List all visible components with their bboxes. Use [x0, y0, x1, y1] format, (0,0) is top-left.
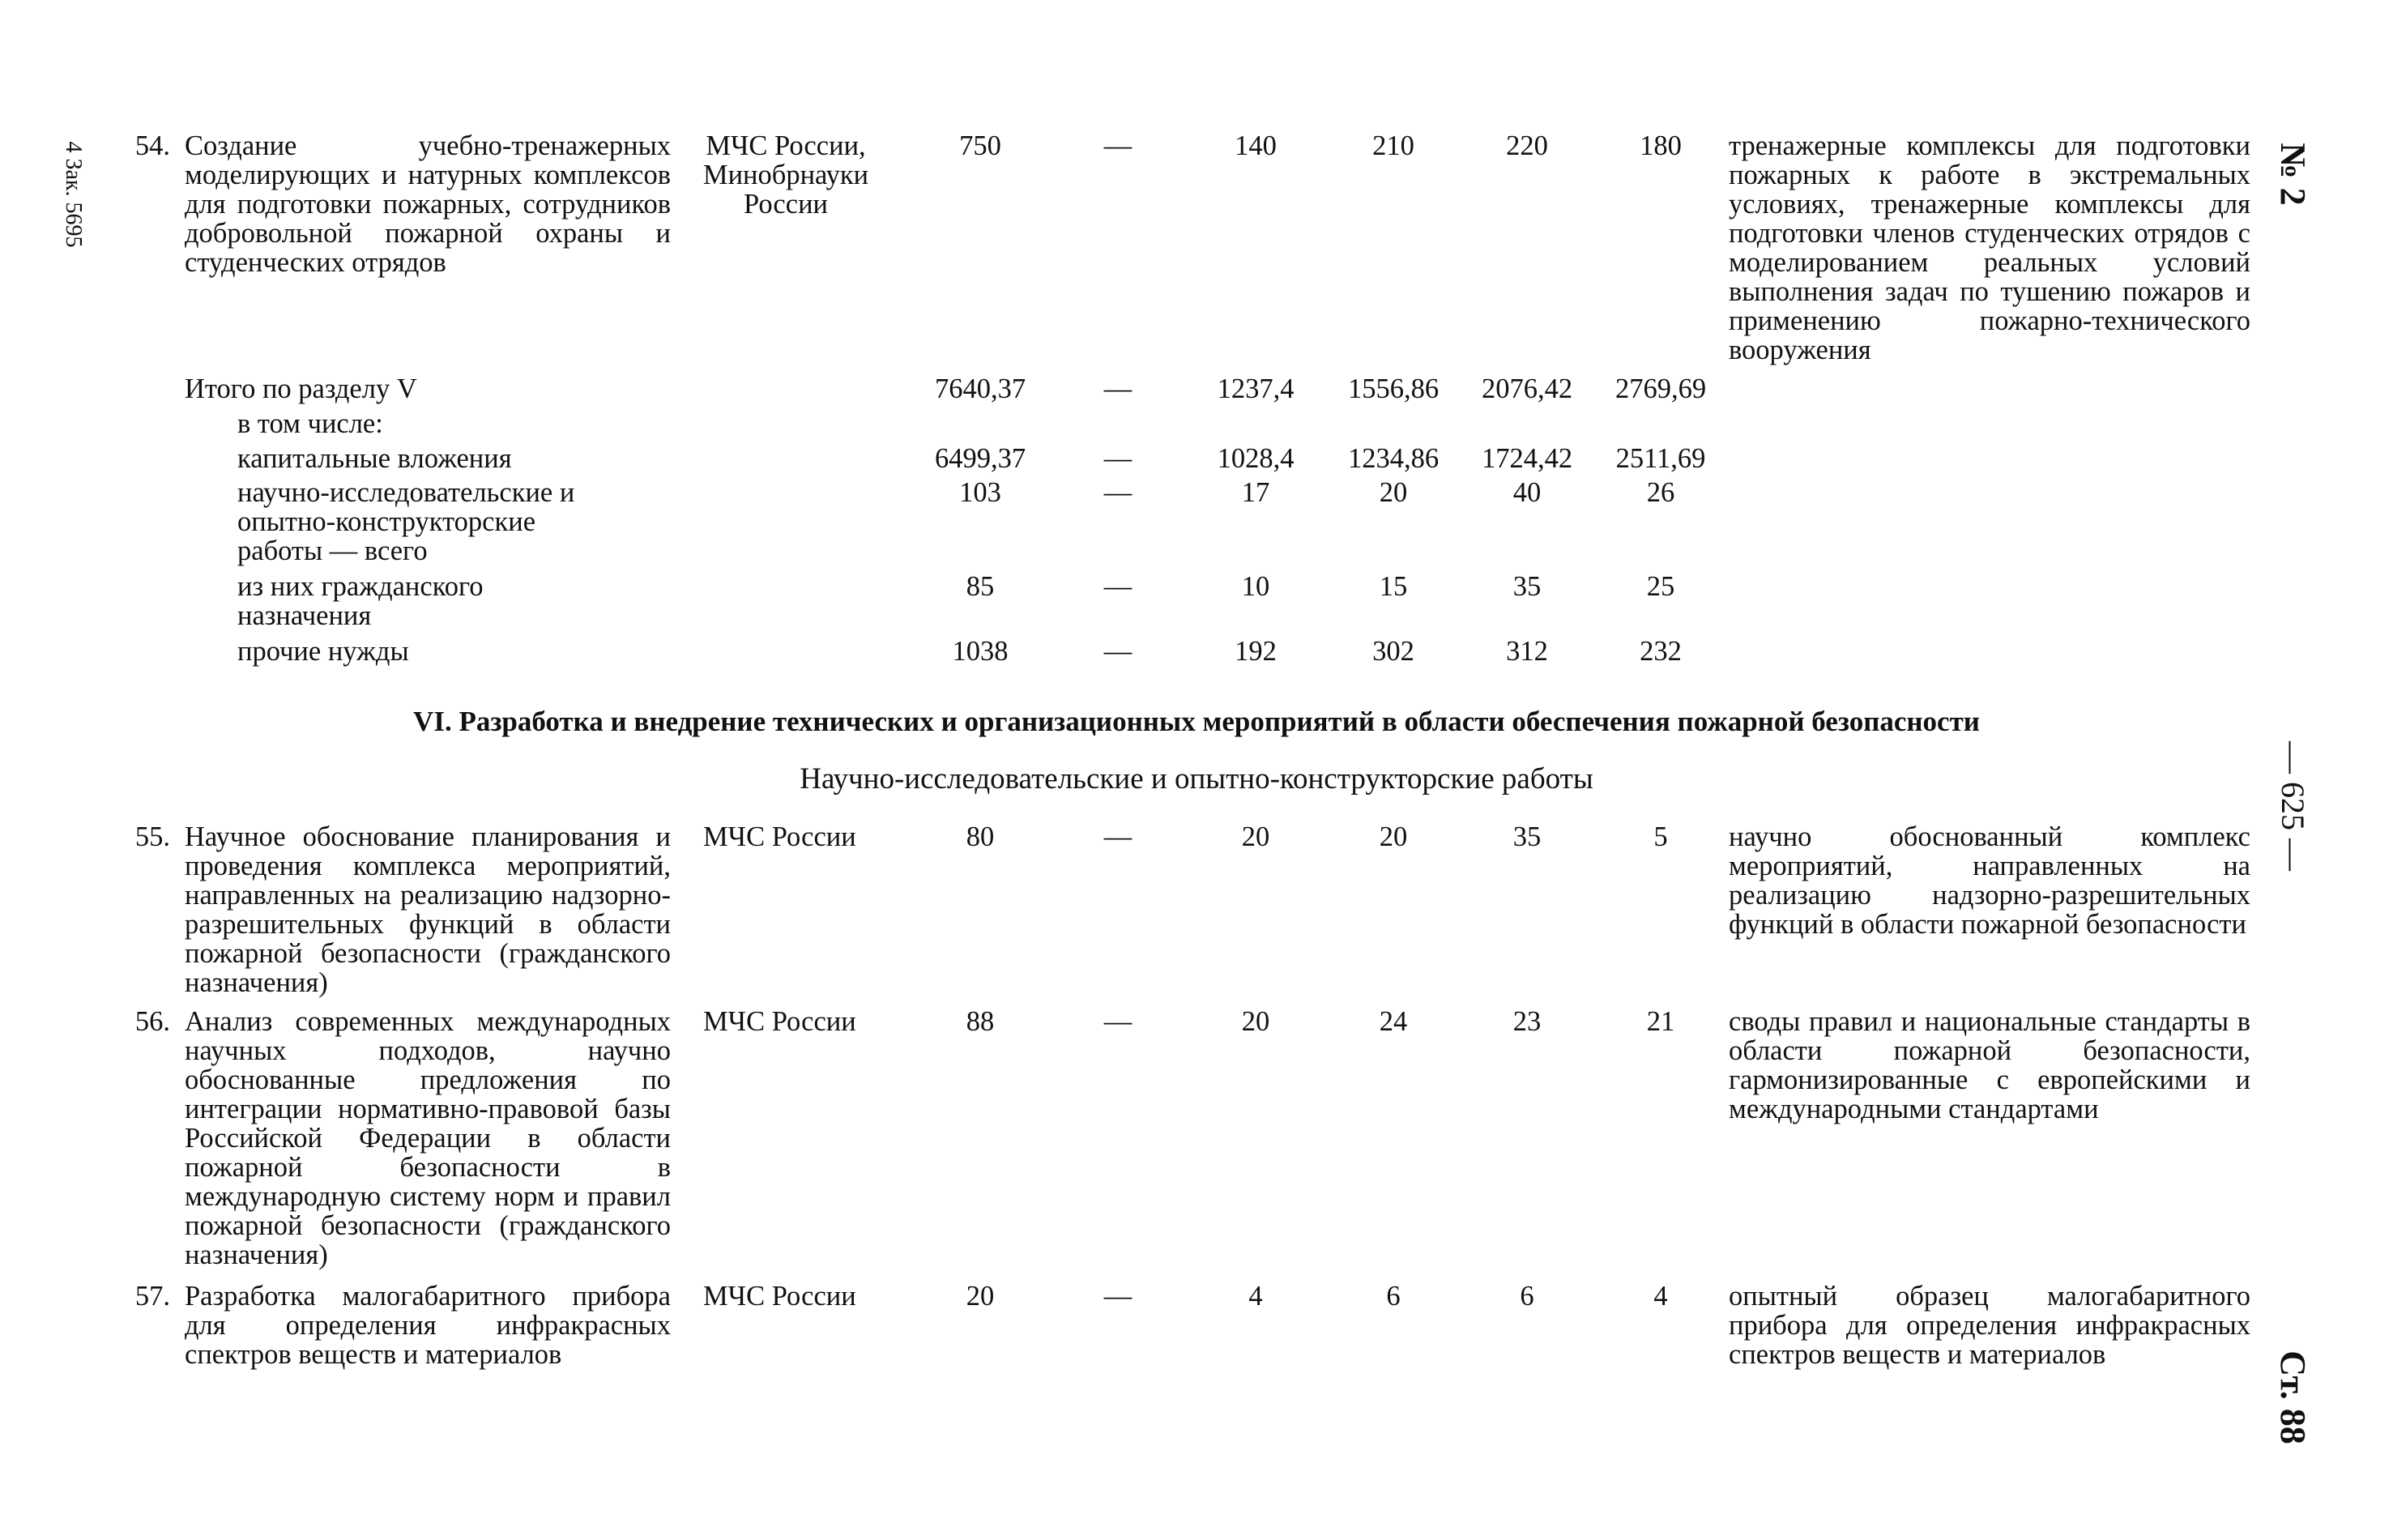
year-value: 4 [1248, 1281, 1263, 1312]
year-value: 2511,69 [1615, 443, 1706, 474]
article-number: Ст. 88 [2273, 1350, 2313, 1444]
total-label: Итого по разделу V [185, 373, 417, 404]
year-value: — [1103, 477, 1133, 508]
executor: МЧС России [703, 1006, 856, 1037]
year-value: 20 [1379, 821, 1408, 852]
executor: МЧС России [703, 821, 856, 852]
year-value: — [1103, 1006, 1133, 1037]
executor: МЧС России, Минобрнауки России [702, 130, 869, 220]
total-value: 88 [966, 1006, 995, 1037]
year-value: — [1103, 373, 1133, 404]
year-value: 2769,69 [1615, 373, 1707, 404]
executor: МЧС России [703, 1281, 856, 1312]
total-value: 20 [966, 1281, 995, 1312]
year-value: 1724,42 [1481, 443, 1573, 474]
row-number: 55. [134, 821, 170, 852]
year-value: 302 [1372, 636, 1414, 667]
expected-result: своды правил и национальные стандарты в области пожарной безопасности, гармонизированные с европейскими и международными стандартами [1729, 1006, 2250, 1124]
year-value: 20 [1379, 477, 1408, 508]
year-value: 6 [1386, 1281, 1401, 1312]
year-value: 232 [1640, 636, 1682, 667]
year-value: 1028,4 [1217, 443, 1295, 474]
measure-name: Анализ современных международных научных подходов, научно обоснованные предложения по интеграции нормативно-правовой базы Российской Федерации в области пожарной безопасности в международную систему норм и правил пожарной безопасности (гражданского назначения) [185, 1006, 671, 1270]
section-title: VI. Разработка и внедрение технических и организационных мероприятий в области обеспечения пожарной безопасности [413, 706, 1980, 737]
expected-result: научно обоснованный комплекс мероприятий, направленных на реализацию надзорно-разрешительных функций в области пожарной безопасности [1729, 821, 2250, 940]
year-value: 2076,42 [1481, 373, 1573, 404]
year-value: 1556,86 [1347, 373, 1440, 404]
expected-result: тренажерные комплексы для подготовки пожарных к работе в экстремальных условиях, тренажерные комплексы для подготовки членов студенческих отрядов с моделированием реальных условий выполнения задач по тушению пожаров и применению пожарно-технического вооружения [1729, 130, 2250, 365]
year-value: 20 [1241, 821, 1270, 852]
year-value: 25 [1646, 571, 1675, 602]
year-value: 15 [1379, 571, 1408, 602]
subsection-title: Научно-исследовательские и опытно-конструкторские работы [800, 762, 1593, 796]
year-value: 21 [1646, 1006, 1675, 1037]
total-value: 6499,37 [934, 443, 1026, 474]
civil-label: из них гражданского назначения [237, 571, 484, 631]
year-value: 17 [1241, 477, 1270, 508]
row-number: 54. [134, 130, 170, 161]
year-value: 5 [1653, 821, 1668, 852]
year-value: 35 [1512, 821, 1542, 852]
year-value: 23 [1512, 1006, 1542, 1037]
total-value: 1038 [952, 636, 1009, 667]
rnd-label: научно-исследовательские и опытно-конструкторские работы — всего [237, 477, 575, 566]
year-value: 312 [1506, 636, 1548, 667]
measure-name: Создание учебно-тренажерных моделирующих и натурных комплексов для подготовки пожарных, сотрудников добровольной пожарной охраны и студенческих отрядов [185, 130, 671, 278]
year-value: — [1103, 636, 1133, 667]
total-value: 103 [959, 477, 1001, 508]
year-value: — [1103, 571, 1133, 602]
year-value: 140 [1235, 130, 1277, 161]
measure-name: Научное обоснование планирования и проведения комплекса мероприятий, направленных на реализацию надзорно-разрешительных функций в области пожарной безопасности (гражданского назначения) [185, 821, 671, 998]
year-value: — [1103, 1281, 1133, 1312]
year-value: 20 [1241, 1006, 1270, 1037]
year-value: — [1103, 443, 1133, 474]
year-value: 192 [1235, 636, 1277, 667]
year-value: 40 [1512, 477, 1542, 508]
total-value: 7640,37 [934, 373, 1026, 404]
year-value: — [1103, 821, 1133, 852]
year-value: 24 [1379, 1006, 1408, 1037]
print-order-stamp: 4 Зак. 5695 [61, 141, 86, 248]
year-value: 180 [1640, 130, 1682, 161]
year-value: 220 [1506, 130, 1548, 161]
row-number: 57. [134, 1281, 170, 1312]
page-number: — 625 — [2275, 741, 2311, 871]
measure-name: Разработка малогабаритного прибора для определения инфракрасных спектров веществ и материалов [185, 1281, 671, 1370]
other-label: прочие нужды [237, 636, 409, 667]
year-value: 35 [1512, 571, 1542, 602]
year-value: 10 [1241, 571, 1270, 602]
year-value: 26 [1646, 477, 1675, 508]
total-value: 85 [966, 571, 995, 602]
including-label: в том числе: [237, 408, 383, 439]
expected-result: опытный образец малогабаритного прибора для определения инфракрасных спектров веществ и материалов [1729, 1281, 2250, 1370]
total-value: 80 [966, 821, 995, 852]
year-value: 6 [1520, 1281, 1534, 1312]
capital-label: капитальные вложения [237, 443, 512, 474]
total-value: 750 [959, 130, 1001, 161]
row-number: 56. [134, 1006, 170, 1037]
year-value: 210 [1372, 130, 1414, 161]
year-value: 1237,4 [1217, 373, 1295, 404]
year-value: 4 [1653, 1281, 1668, 1312]
issue-number: № 2 [2273, 143, 2313, 206]
year-value: 1234,86 [1347, 443, 1440, 474]
year-value: — [1103, 130, 1133, 161]
